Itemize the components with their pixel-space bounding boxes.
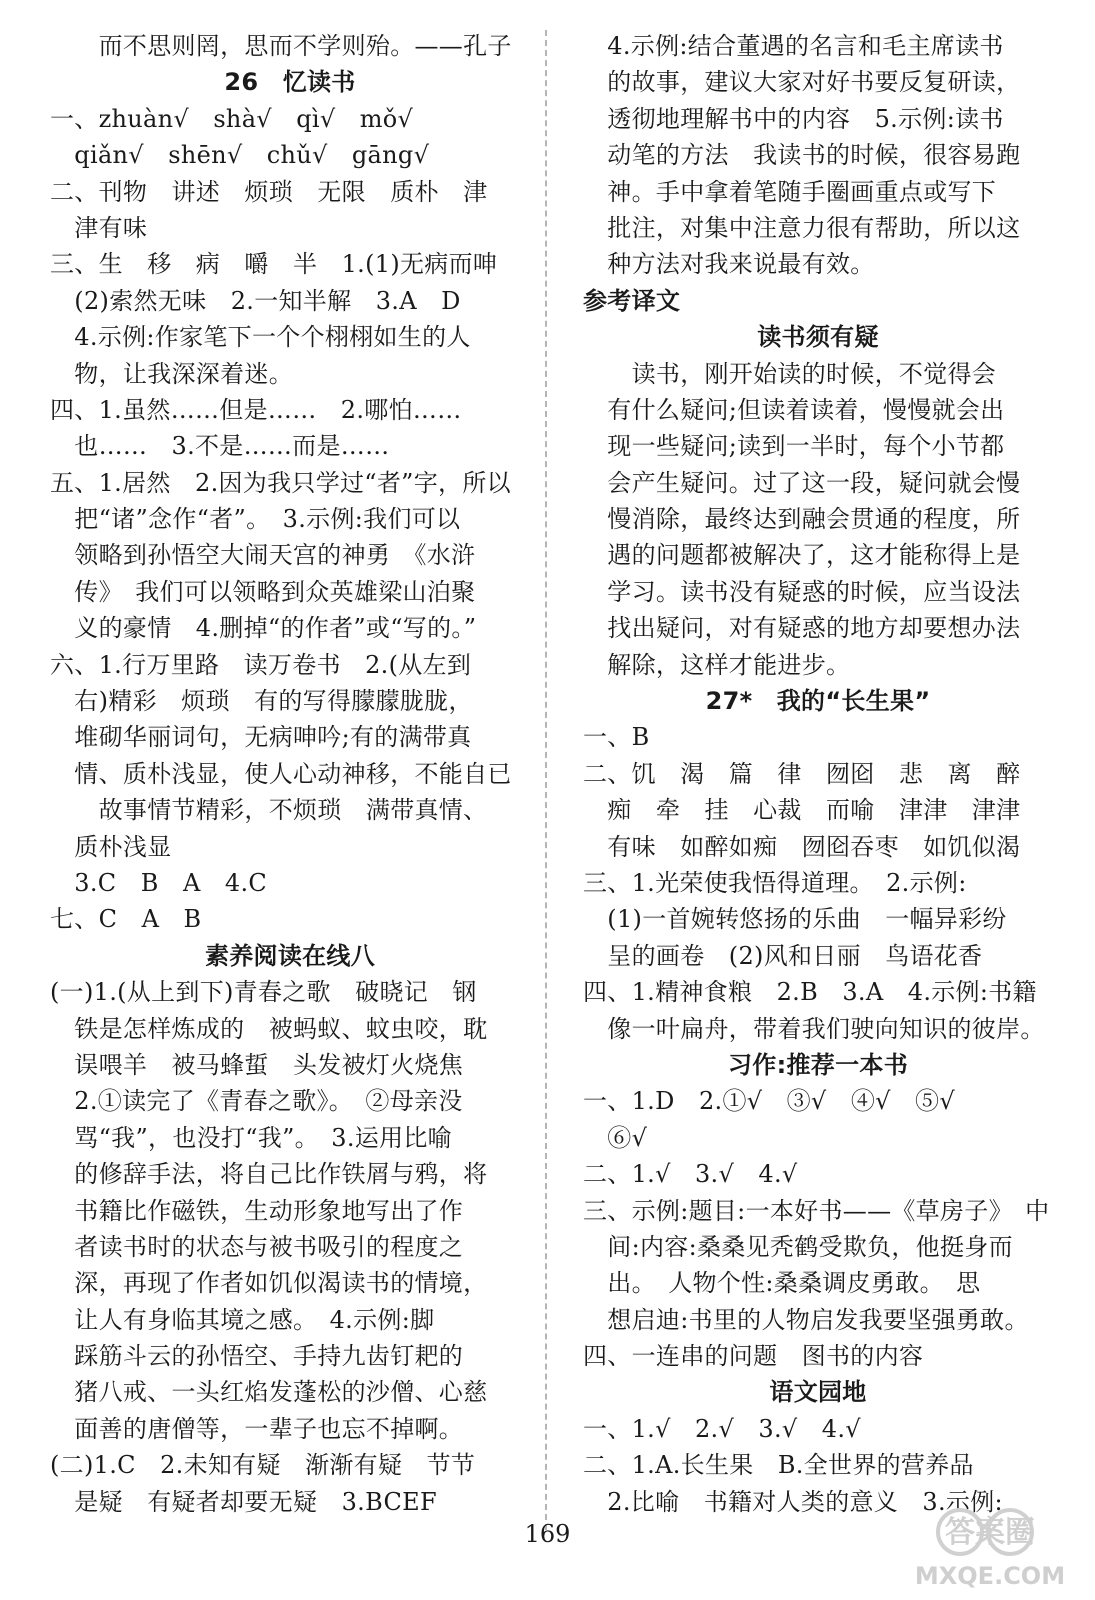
right-line-7: 参考译文: [583, 286, 681, 315]
right-line-21: 痴 牵 挂 心裁 而喻 津津 津津: [583, 796, 1021, 825]
right-line-5: 批注，对集中注意力很有帮助，所以这: [583, 213, 1021, 242]
right-line-15: 学习。读书没有疑惑的时候，应当设法: [583, 577, 1021, 606]
right-line-32: 三、示例:题目:一本好书——《草房子》 中: [583, 1196, 1050, 1225]
left-line-40: 是疑 有疑者却要无疑 3.BCEF: [50, 1487, 437, 1516]
right-line-10: 有什么疑问;但读着读着，慢慢就会出: [583, 395, 1005, 424]
right-line-22: 有味 如醉如痴 囫囵吞枣 如饥似渴: [583, 832, 1021, 861]
left-line-0: 而不思则罔，思而不学则殆。——孔子: [50, 32, 512, 60]
left-line-15: 传》 我们可以领略到众英雄梁山泊聚: [50, 577, 476, 606]
right-line-29: 一、1.D 2.①√ ③√ ④√ ⑤√: [583, 1087, 955, 1116]
right-line-20: 二、饥 渴 篇 律 囫囵 悲 离 醉: [583, 759, 1021, 788]
left-line-35: 让人有身临其境之感。 4.示例:脚: [50, 1305, 435, 1334]
right-line-1: 的故事，建议大家对好书要反复研读，: [583, 68, 1021, 97]
left-line-3: qiǎn√ shēn√ chǔ√ gāng√: [50, 141, 430, 170]
left-line-11: 也…… 3.不是……而是……: [50, 432, 390, 461]
left-line-25: 素养阅读在线八: [204, 941, 376, 970]
right-line-12: 会产生疑问。过了这一段，疑问就会慢: [583, 468, 1021, 497]
watermark-url: MXQE.COM: [914, 1562, 1066, 1590]
left-line-23: 3.C B A 4.C: [50, 868, 268, 897]
right-line-23: 三、1.光荣使我悟得道理。 2.示例:: [583, 868, 967, 897]
left-line-1: 26 忆读书: [224, 68, 356, 97]
right-line-16: 找出疑问，对有疑惑的地方却要想办法: [583, 614, 1021, 643]
left-line-36: 踩筋斗云的孙悟空、手持九齿钉耙的: [50, 1342, 464, 1371]
right-line-6: 种方法对我来说最有效。: [583, 250, 875, 279]
left-line-17: 六、1.行万里路 读万卷书 2.(从左到: [50, 650, 472, 679]
column-divider: [545, 30, 547, 1530]
right-line-30: ⑥√: [583, 1123, 648, 1152]
left-line-13: 把“诸”念作“者”。 3.示例:我们可以: [50, 505, 461, 534]
left-line-24: 七、C A B: [50, 905, 202, 934]
watermark-title: 答案圈: [945, 1515, 1035, 1550]
left-line-12: 五、1.居然 2.因为我只学过“者”字，所以: [50, 468, 511, 497]
right-line-34: 出。 人物个性:桑桑调皮勇敢。 思: [583, 1269, 981, 1298]
left-line-19: 堆砌华丽词句，无病呻吟;有的满带真: [50, 723, 472, 752]
right-line-33: 间:内容:桑桑见秃鹤受欺负，他挺身而: [583, 1232, 1013, 1261]
left-line-16: 义的豪情 4.删掉“的作者”或“写的。”: [50, 614, 477, 643]
left-line-31: 的修辞手法，将自己比作铁屑与鸦，将: [50, 1160, 488, 1189]
left-line-4: 二、刊物 讲述 烦琐 无限 质朴 津: [50, 177, 488, 206]
left-line-28: 误喂羊 被马蜂蜇 头发被灯火烧焦: [50, 1050, 464, 1079]
left-line-29: 2.①读完了《青春之歌》。 ②母亲没: [50, 1087, 463, 1116]
left-line-26: (一)1.(从上到下)青春之歌 破晓记 钢: [50, 978, 477, 1007]
left-line-34: 深，再现了作者如饥似渴读书的情境，: [50, 1269, 488, 1298]
left-line-39: (二)1.C 2.未知有疑 渐渐有疑 节节: [50, 1451, 476, 1480]
right-line-11: 现一些疑问;读到一半时，每个小节都: [583, 432, 1005, 461]
right-column: [583, 28, 1053, 1520]
right-line-38: 一、1.√ 2.√ 3.√ 4.√: [583, 1414, 861, 1443]
left-line-7: (2)索然无味 2.一知半解 3.A D: [50, 286, 461, 315]
left-line-22: 质朴浅显: [50, 832, 172, 861]
left-column: [50, 28, 530, 1520]
left-line-14: 领略到孙悟空大闹天宫的神勇 《水浒: [50, 541, 476, 570]
right-line-37: 语文园地: [769, 1378, 867, 1407]
right-line-24: (1)一首婉转悠扬的乐曲 一幅异彩纷: [583, 905, 1007, 934]
left-line-27: 铁是怎样炼成的 被蚂蚁、蚊虫咬，耽: [50, 1014, 488, 1043]
right-line-13: 慢消除，最终达到融会贯通的程度，所: [583, 505, 1021, 534]
right-line-9: 读书，刚开始读的时候，不觉得会: [583, 359, 997, 388]
left-line-2: 一、zhuàn√ shà√ qì√ mǒ√: [50, 104, 414, 133]
left-line-30: 骂“我”，也没打“我”。 3.运用比喻: [50, 1123, 452, 1152]
left-line-20: 情、质朴浅显，使人心动神移，不能自已: [50, 759, 512, 788]
right-line-0: 4.示例:结合董遇的名言和毛主席读书: [583, 32, 1004, 60]
right-line-3: 动笔的方法 我读书的时候，很容易跑: [583, 141, 1021, 170]
right-line-36: 四、一连串的问题 图书的内容: [583, 1342, 924, 1371]
right-line-31: 二、1.√ 3.√ 4.√: [583, 1160, 798, 1189]
left-line-9: 物，让我深深着迷。: [50, 359, 293, 388]
right-line-18: 27* 我的“长生果”: [705, 687, 931, 716]
right-line-14: 遇的问题都被解决了，这才能称得上是: [583, 541, 1021, 570]
right-line-27: 像一叶扁舟，带着我们驶向知识的彼岸。: [583, 1014, 1045, 1043]
right-line-25: 呈的画卷 (2)风和日丽 鸟语花香: [583, 941, 983, 970]
right-line-35: 想启迪:书里的人物启发我要坚强勇敢。: [583, 1305, 1029, 1334]
right-line-28: 习作:推荐一本书: [728, 1050, 908, 1079]
left-line-21: 故事情节精彩，不烦琐 满带真情、: [50, 796, 488, 825]
left-line-8: 4.示例:作家笔下一个个栩栩如生的人: [50, 323, 471, 352]
right-line-17: 解除，这样才能进步。: [583, 650, 851, 679]
right-line-8: 读书须有疑: [757, 323, 879, 352]
left-line-10: 四、1.虽然……但是…… 2.哪怕……: [50, 395, 462, 424]
right-line-19: 一、B: [583, 723, 650, 752]
right-line-2: 透彻地理解书中的内容 5.示例:读书: [583, 104, 1004, 133]
right-line-39: 二、1.A.长生果 B.全世界的营养品: [583, 1451, 974, 1480]
left-line-37: 猪八戒、一头红焰发蓬松的沙僧、心慈: [50, 1378, 488, 1407]
left-line-18: 右)精彩 烦琐 有的写得朦朦胧胧，: [50, 687, 473, 716]
watermark-logo: [900, 1492, 1080, 1592]
left-line-33: 者读书时的状态与被书吸引的程度之: [50, 1232, 464, 1261]
left-line-5: 津有味: [50, 213, 148, 242]
page-number: 169: [524, 1520, 571, 1548]
right-line-26: 四、1.精神食粮 2.B 3.A 4.示例:书籍: [583, 978, 1037, 1007]
left-line-32: 书籍比作磁铁，生动形象地写出了作: [50, 1196, 464, 1225]
right-line-4: 神。手中拿着笔随手圈画重点或写下: [583, 177, 997, 206]
right-line-40: 2.比喻 书籍对人类的意义 3.示例:: [583, 1487, 1003, 1516]
left-line-38: 面善的唐僧等，一辈子也忘不掉啊。: [50, 1414, 464, 1443]
left-line-6: 三、生 移 病 嚼 半 1.(1)无病而呻: [50, 250, 498, 279]
